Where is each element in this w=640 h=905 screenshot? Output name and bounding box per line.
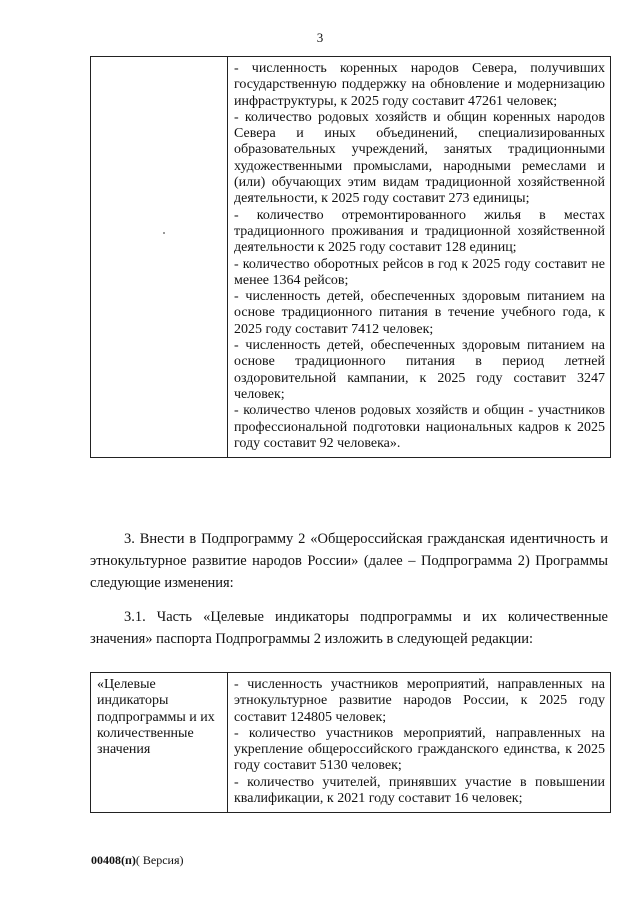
indicator-item: - численность детей, обеспеченных здоровым питанием на основе традиционного питания в течение учебного года, к 2025 году составит 7412 человек;	[234, 289, 605, 337]
indicator-item: - количество родовых хозяйств и общин коренных народов Севера и иных объединений, специализированных образовательных учреждений, занятых традиционными художественными промыслами, народными ремеслами и (или) обучающих этим видам традиционной хозяйственной деятельности, к 2025 году составит 273 единицы;	[234, 109, 605, 207]
paragraph-amendment-3: 3. Внести в Подпрограмму 2 «Общероссийская гражданская идентичность и этнокультурное развитие народов России» (далее – Подпрограмма 2) Программы следующие изменения:	[90, 531, 608, 591]
indicator-item: - количество членов родовых хозяйств и общин - участников профессиональной подготовки национальных кадров к 2025 году составит 92 человека».	[234, 403, 605, 451]
indicator-item: - количество учителей, принявших участие в повышении квалификации, к 2021 году составит 16 человек;	[234, 774, 605, 807]
indicator-item: - численность детей, обеспеченных здоровым питанием на основе традиционного питания в период летней оздоровительной кампании, к 2025 году составит 3247 человек;	[234, 338, 605, 402]
table-right-cell	[228, 673, 611, 813]
document-footer	[91, 853, 184, 868]
indicator-item: - численность участников мероприятий, направленных на этнокультурное развитие народов России, к 2025 году составит 124805 человек;	[234, 677, 605, 725]
indicator-item: - количество отремонтированного жилья в местах традиционного проживания и традиционной хозяйственной деятельности к 2025 году составит 128 единиц;	[234, 207, 605, 256]
table-left-cell	[91, 57, 228, 458]
table-left-cell	[91, 673, 228, 813]
table-row	[91, 57, 611, 458]
indicator-item: - численность коренных народов Севера, получивших государственную поддержку на обновление и модернизацию инфраструктуры, к 2025 году составит 47261 человек;	[234, 61, 605, 109]
indicators-table-continued	[90, 56, 611, 458]
indicator-item: - количество участников мероприятий, направленных на укрепление общероссийского гражданского единства, к 2025 году составит 5130 человек;	[234, 725, 605, 774]
table-right-cell	[228, 57, 611, 458]
indicators-table-subprogram-2	[90, 672, 611, 813]
scan-speck	[163, 232, 165, 234]
document-code: 00408(п)	[91, 853, 136, 867]
document-version: ( Версия)	[135, 853, 184, 867]
paragraph-amendment-3-1: 3.1. Часть «Целевые индикаторы подпрограммы и их количественные значения» паспорта Подпрограммы 2 изложить в следующей редакции:	[90, 609, 608, 647]
page-number: 3	[316, 30, 324, 45]
table-left-label: «Целевые индикаторы подпрограммы и их количественные значения	[97, 677, 215, 758]
indicator-item: - количество оборотных рейсов в год к 2025 году составит не менее 1364 рейсов;	[234, 256, 605, 288]
table-row	[91, 673, 611, 813]
